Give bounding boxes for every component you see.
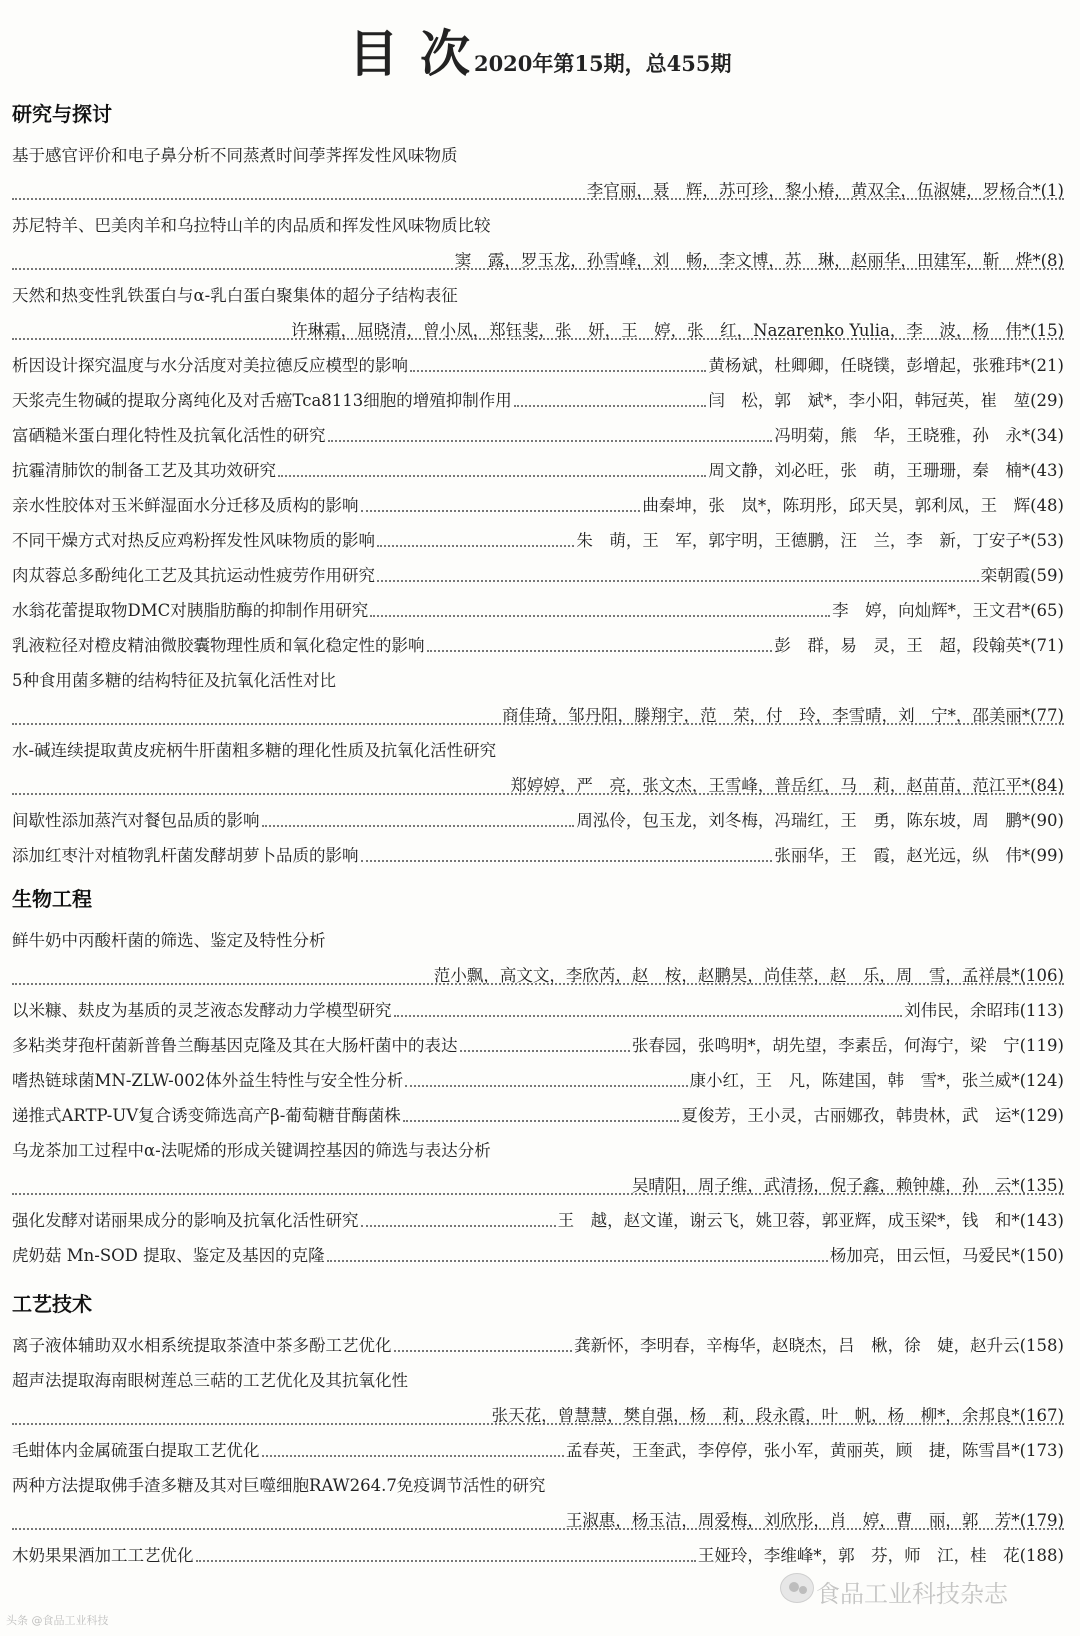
dot-leader bbox=[328, 440, 773, 442]
article-authors: 周文静，刘必旺，张 萌，王珊珊，秦 楠*(43) bbox=[708, 461, 1064, 480]
toc-entry[interactable] bbox=[12, 523, 1064, 559]
dot-leader bbox=[262, 825, 575, 827]
toc-header bbox=[0, 14, 1080, 86]
article-authors: 窦 露，罗玉龙，孙雪峰，刘 畅，李文博，苏 琳，赵丽华，田建军，靳 烨*(8) bbox=[454, 251, 1064, 270]
toc-entry[interactable] bbox=[12, 383, 1064, 419]
dot-leader bbox=[361, 860, 773, 862]
article-title: 毛蚶体内金属硫蛋白提取工艺优化 bbox=[12, 1441, 260, 1460]
article-authors: 李官丽，聂 辉，苏可珍，黎小椿，黄双全，伍淑婕，罗杨合*(1) bbox=[586, 181, 1064, 200]
dot-leader bbox=[196, 1560, 696, 1562]
article-title: 以米糠、麸皮为基质的灵芝液态发酵动力学模型研究 bbox=[12, 1001, 392, 1020]
section-title: 工艺技术 bbox=[12, 1292, 92, 1316]
watermark-corner: 头条 @食品工业科技 bbox=[6, 1614, 109, 1627]
toc-entry[interactable] bbox=[12, 923, 1064, 959]
toc-entry[interactable] bbox=[12, 348, 1064, 384]
dot-leader bbox=[361, 510, 641, 512]
article-authors: 郑婷婷，严 亮，张文杰，王雪峰，普岳红，马 莉，赵苗苗，范江平*(84) bbox=[510, 776, 1064, 795]
dot-leader bbox=[327, 1260, 828, 1262]
toc-entry[interactable] bbox=[12, 278, 1064, 314]
article-authors: 张天花，曾慧慧，樊自强，杨 莉，段永霞，叶 帆，杨 柳*，余邦良*(167) bbox=[491, 1406, 1064, 1425]
article-title: 基于感官评价和电子鼻分析不同蒸煮时间荸荠挥发性风味物质 bbox=[12, 146, 458, 165]
dot-leader bbox=[377, 545, 574, 547]
toc-entry[interactable] bbox=[12, 558, 1064, 594]
article-title: 两种方法提取佛手渣多糖及其对巨噬细胞RAW264.7免疫调节活性的研究 bbox=[12, 1476, 546, 1495]
article-title: 不同干燥方式对热反应鸡粉挥发性风味物质的影响 bbox=[12, 531, 375, 550]
article-title: 鲜牛奶中丙酸杆菌的筛选、鉴定及特性分析 bbox=[12, 931, 326, 950]
article-authors: 李 婷，向灿辉*，王文君*(65) bbox=[832, 601, 1064, 620]
toc-title: 目 次 bbox=[348, 24, 472, 83]
article-title: 添加红枣汁对植物乳杆菌发酵胡萝卜品质的影响 bbox=[12, 846, 359, 865]
dot-leader bbox=[514, 405, 707, 407]
article-title: 木奶果果酒加工工艺优化 bbox=[12, 1546, 194, 1565]
toc-entry-authors bbox=[12, 1398, 1064, 1434]
article-authors: 周泓伶，包玉龙，刘冬梅，冯瑞红，王 勇，陈东坡，周 鹏*(90) bbox=[576, 811, 1064, 830]
article-title: 强化发酵对诺丽果成分的影响及抗氧化活性研究 bbox=[12, 1211, 359, 1230]
article-title: 多粘类芽孢杆菌新普鲁兰酶基因克隆及其在大肠杆菌中的表达 bbox=[12, 1036, 458, 1055]
article-title: 乳液粒径对橙皮精油微胶囊物理性质和氧化稳定性的影响 bbox=[12, 636, 425, 655]
article-title: 苏尼特羊、巴美肉羊和乌拉特山羊的肉品质和挥发性风味物质比较 bbox=[12, 216, 491, 235]
toc-entry-authors bbox=[12, 958, 1064, 994]
toc-entry-authors bbox=[12, 698, 1064, 734]
toc-entry-authors bbox=[12, 313, 1064, 349]
toc-entry[interactable] bbox=[12, 593, 1064, 629]
article-authors: 孟春英，王奎武，李停停，张小军，黄丽英，顾 捷，陈雪昌*(173) bbox=[565, 1441, 1064, 1460]
article-authors: 张春园，张鸣明*，胡先望，李素岳，何海宁，梁 宁(119) bbox=[631, 1036, 1064, 1055]
article-authors: 张丽华，王 霞，赵光远，纵 伟*(99) bbox=[774, 846, 1064, 865]
article-title: 离子液体辅助双水相系统提取茶渣中茶多酚工艺优化 bbox=[12, 1336, 392, 1355]
article-authors: 范小飘，高文文，李欣芮，赵 桉，赵鹏昊，尚佳萃，赵 乐，周 雪，孟祥晨*(106) bbox=[433, 966, 1064, 985]
wechat-icon bbox=[780, 1573, 814, 1603]
article-authors: 杨加亮，田云恒，马爱民*(150) bbox=[829, 1246, 1064, 1265]
toc-entry[interactable] bbox=[12, 488, 1064, 524]
dot-leader bbox=[410, 370, 706, 372]
dot-leader bbox=[403, 1120, 680, 1122]
toc-entry[interactable] bbox=[12, 1203, 1064, 1239]
dot-leader bbox=[394, 1015, 903, 1017]
article-title: 水翁花蕾提取物DMC对胰脂肪酶的抑制作用研究 bbox=[12, 601, 369, 620]
article-authors: 彭 群，易 灵，王 超，段翰英*(71) bbox=[774, 636, 1064, 655]
article-title: 乌龙茶加工过程中α-法呢烯的形成关键调控基因的筛选与表达分析 bbox=[12, 1141, 491, 1160]
article-authors: 刘伟民，余昭玮(113) bbox=[904, 1001, 1064, 1020]
article-authors: 许琳霜，屈晓清，曾小凤，郑钰斐，张 妍，王 婷，张 红，Nazarenko Yulia，李 波，杨 伟*(15) bbox=[291, 321, 1064, 340]
article-title: 抗霾清肺饮的制备工艺及其功效研究 bbox=[12, 461, 276, 480]
article-title: 析因设计探究温度与水分活度对美拉德反应模型的影响 bbox=[12, 356, 408, 375]
dot-leader bbox=[278, 475, 706, 477]
article-title: 嗜热链球菌MN-ZLW-002体外益生特性与安全性分析 bbox=[12, 1071, 404, 1090]
article-authors: 王娅玲，李维峰*，郭 芬，师 江，桂 花(188) bbox=[697, 1546, 1064, 1565]
issue-info: 2020年第15期，总455期 bbox=[473, 51, 732, 76]
toc-entry[interactable] bbox=[12, 1028, 1064, 1064]
toc-entry[interactable] bbox=[12, 993, 1064, 1029]
toc-entry[interactable] bbox=[12, 1238, 1064, 1274]
toc-entry[interactable] bbox=[12, 733, 1064, 769]
toc-entry-authors bbox=[12, 243, 1064, 279]
toc-entry[interactable] bbox=[12, 1468, 1064, 1504]
toc-entry[interactable] bbox=[12, 453, 1064, 489]
article-title: 天浆壳生物碱的提取分离纯化及对舌癌Tca8113细胞的增殖抑制作用 bbox=[12, 391, 512, 410]
toc-entry[interactable] bbox=[12, 1433, 1064, 1469]
toc-entry[interactable] bbox=[12, 208, 1064, 244]
toc-entry-authors bbox=[12, 1503, 1064, 1539]
toc-entry[interactable] bbox=[12, 1063, 1064, 1099]
dot-leader bbox=[361, 1225, 556, 1227]
article-authors: 黄杨斌，杜卿卿，任晓镤，彭增起，张雅玮*(21) bbox=[708, 356, 1064, 375]
article-title: 虎奶菇 Mn-SOD 提取、鉴定及基因的克隆 bbox=[12, 1246, 325, 1265]
article-title: 天然和热变性乳铁蛋白与α-乳白蛋白聚集体的超分子结构表征 bbox=[12, 286, 458, 305]
toc-entry[interactable] bbox=[12, 663, 1064, 699]
article-authors: 王淑惠，杨玉洁，周爱梅，刘欣彤，肖 婷，曹 丽，郭 芳*(179) bbox=[565, 1511, 1064, 1530]
article-authors: 王 越，赵文谨，谢云飞，姚卫蓉，郭亚辉，成玉梁*，钱 和*(143) bbox=[557, 1211, 1064, 1230]
article-authors: 朱 萌，王 军，郭宇明，王德鹏，汪 兰，李 新，丁安子*(53) bbox=[576, 531, 1064, 550]
article-title: 间歇性添加蒸汽对餐包品质的影响 bbox=[12, 811, 260, 830]
article-title: 递推式ARTP-UV复合诱变筛选高产β-葡萄糖苷酶菌株 bbox=[12, 1106, 401, 1125]
toc-entry[interactable] bbox=[12, 418, 1064, 454]
article-authors: 栾朝霞(59) bbox=[980, 566, 1064, 585]
dot-leader bbox=[377, 580, 979, 582]
article-title: 肉苁蓉总多酚纯化工艺及其抗运动性疲劳作用研究 bbox=[12, 566, 375, 585]
toc-entry[interactable] bbox=[12, 1363, 1064, 1399]
article-title: 超声法提取海南眼树莲总三萜的工艺优化及其抗氧化性 bbox=[12, 1371, 408, 1390]
toc-entry[interactable] bbox=[12, 1538, 1064, 1574]
watermark-label: 食品工业科技杂志 bbox=[816, 1580, 1008, 1608]
dot-leader bbox=[394, 1350, 573, 1352]
dot-leader bbox=[370, 615, 830, 617]
article-authors: 夏俊芳，王小灵，古丽娜孜，韩贵林，武 运*(129) bbox=[681, 1106, 1064, 1125]
toc-entry[interactable] bbox=[12, 1098, 1064, 1134]
section-title: 生物工程 bbox=[12, 887, 92, 911]
dot-leader bbox=[427, 650, 773, 652]
toc-entry[interactable] bbox=[12, 838, 1064, 874]
toc-entry[interactable] bbox=[12, 1328, 1064, 1364]
article-title: 5种食用菌多糖的结构特征及抗氧化活性对比 bbox=[12, 671, 336, 690]
article-authors: 冯明菊，熊 华，王晓雅，孙 永*(34) bbox=[774, 426, 1064, 445]
article-authors: 吴晴阳，周子维，武清扬，倪子鑫，赖钟雄，孙 云*(135) bbox=[631, 1176, 1064, 1195]
dot-leader bbox=[262, 1455, 564, 1457]
article-authors: 龚新怀，李明春，辛梅华，赵晓杰，吕 楸，徐 婕，赵升云(158) bbox=[574, 1336, 1064, 1355]
dot-leader bbox=[460, 1050, 630, 1052]
dot-leader bbox=[405, 1085, 687, 1087]
article-title: 富硒糙米蛋白理化特性及抗氧化活性的研究 bbox=[12, 426, 326, 445]
article-authors: 康小红，王 凡，陈建国，韩 雪*，张兰威*(124) bbox=[689, 1071, 1064, 1090]
article-authors: 闫 松，郭 斌*，李小阳，韩冠英，崔 堃(29) bbox=[708, 391, 1064, 410]
toc-entry[interactable] bbox=[12, 138, 1064, 174]
toc-entry[interactable] bbox=[12, 803, 1064, 839]
toc-entry-authors bbox=[12, 1168, 1064, 1204]
article-authors: 曲秦坤，张 岚*，陈玥彤，邱天昊，郭利凤，王 辉(48) bbox=[642, 496, 1064, 515]
article-title: 水-碱连续提取黄皮疣柄牛肝菌粗多糖的理化性质及抗氧化活性研究 bbox=[12, 741, 497, 760]
article-authors: 商佳琦，邹丹阳，滕翔宇，范 荣，付 玲，李雪晴，刘 宁*，邵美丽*(77) bbox=[502, 706, 1064, 725]
section-title: 研究与探讨 bbox=[12, 102, 112, 126]
toc-entry-authors bbox=[12, 768, 1064, 804]
toc-entry[interactable] bbox=[12, 1133, 1064, 1169]
article-title: 亲水性胶体对玉米鲜湿面水分迁移及质构的影响 bbox=[12, 496, 359, 515]
toc-entry-authors bbox=[12, 173, 1064, 209]
toc-entry[interactable] bbox=[12, 628, 1064, 664]
